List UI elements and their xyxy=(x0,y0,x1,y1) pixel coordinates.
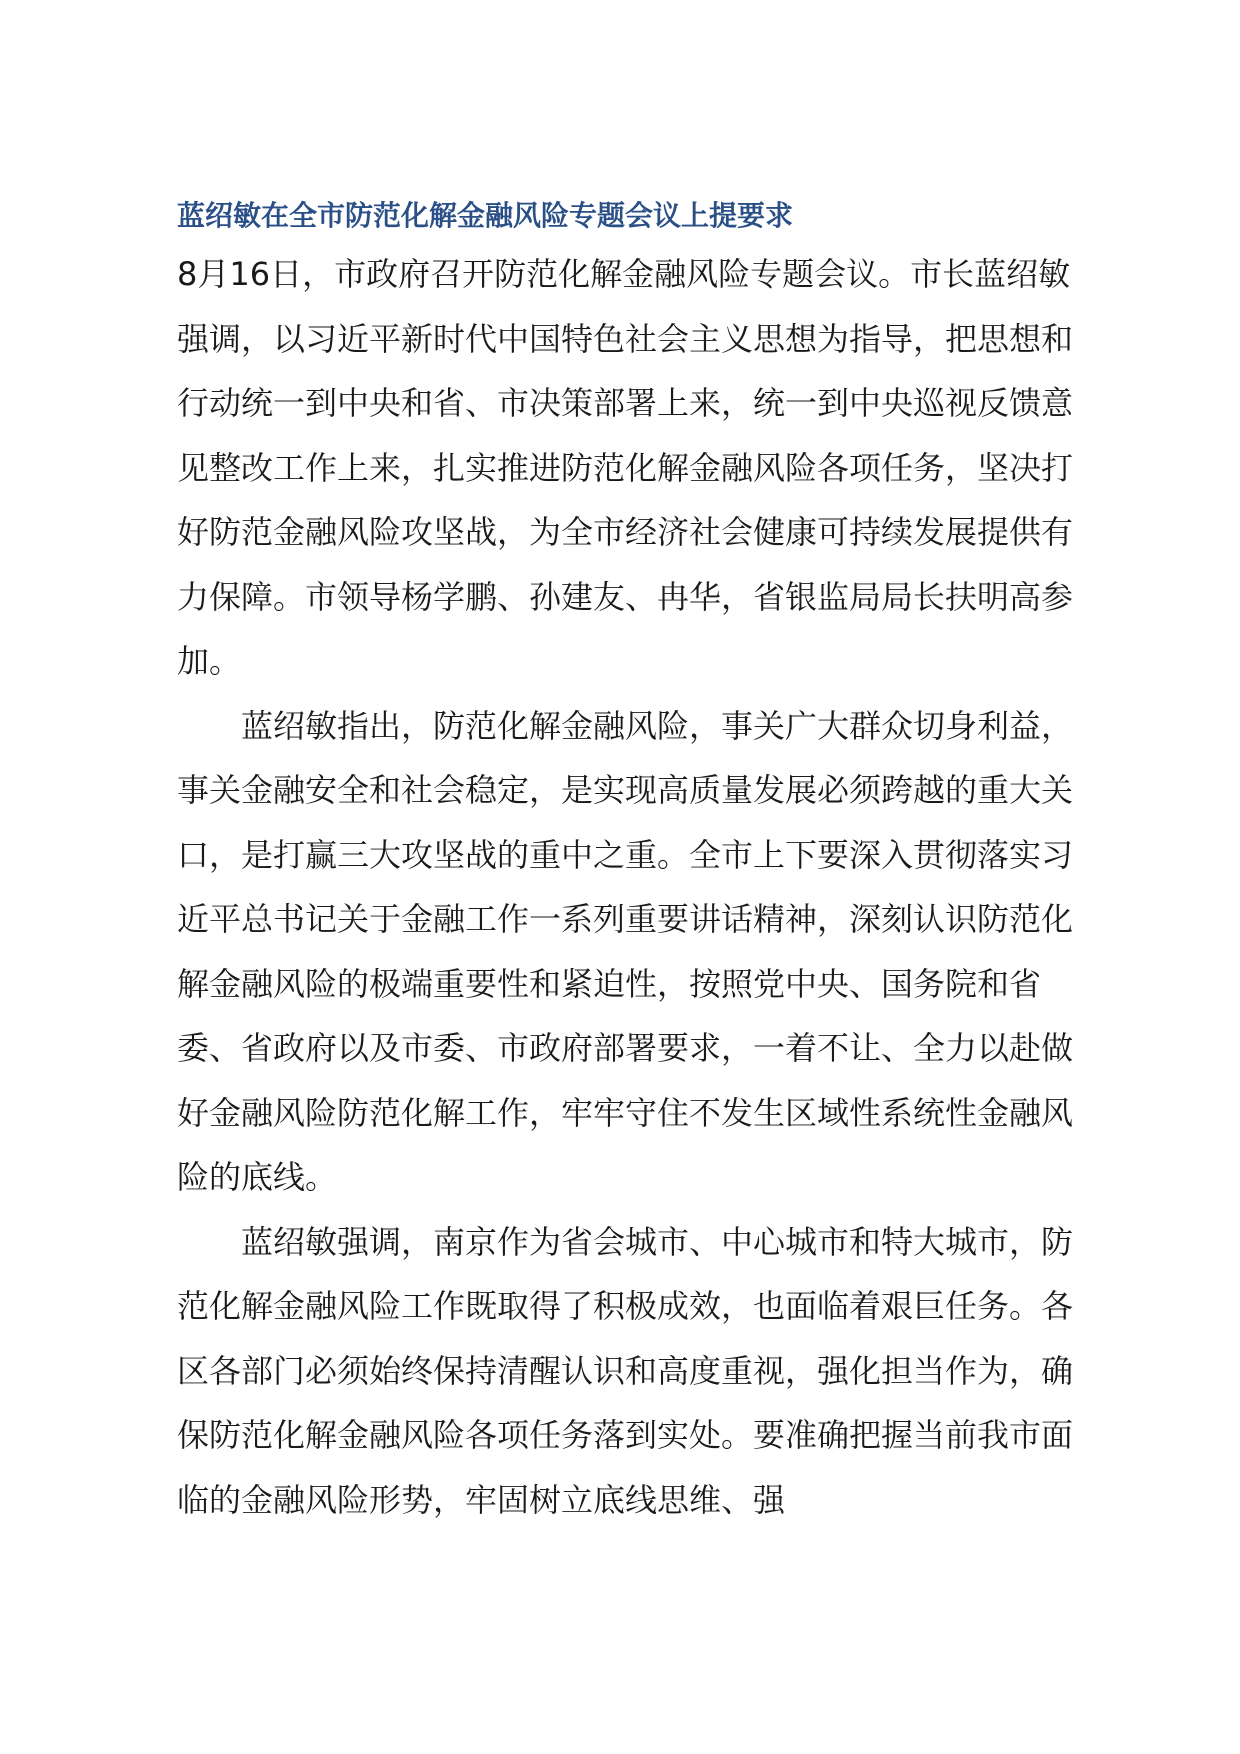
paragraph-2: 蓝绍敏指出，防范化解金融风险，事关广大群众切身利益，事关金融安全和社会稳定，是实现高质量发展必须跨越的重大关口，是打赢三大攻坚战的重中之重。全市上下要深入贯彻落实习近平总书记关于金融工作一系列重要讲话精神，深刻认识防范化解金融风险的极端重要性和紧迫性，按照党中央、国务院和省委、省政府以及市委、市政府部署要求，一着不让、全力以赴做好金融风险防范化解工作，牢牢守住不发生区域性系统性金融风险的底线。 xyxy=(177,706,1074,1196)
document-page xyxy=(177,196,1089,1532)
paragraph-3: 蓝绍敏强调，南京作为省会城市、中心城市和特大城市，防范化解金融风险工作既取得了积极成效，也面临着艰巨任务。各区各部门必须始终保持清醒认识和高度重视，强化担当作为，确保防范化解金融风险各项任务落到实处。要准确把握当前我市面临的金融风险形势，牢固树立底线思维、强 xyxy=(177,1222,1074,1519)
paragraph-1: 8月16日，市政府召开防范化解金融风险专题会议。市长蓝绍敏强调，以习近平新时代中国特色社会主义思想为指导，把思想和行动统一到中央和省、市决策部署上来，统一到中央巡视反馈意见整改工作上来，扎实推进防范化解金融风险各项任务，坚决打好防范金融风险攻坚战，为全市经济社会健康可持续发展提供有力保障。市领导杨学鹏、孙建友、冉华，省银监局局长扶明高参加。 xyxy=(177,255,1074,680)
article-title: 蓝绍敏在全市防范化解金融风险专题会议上提要求 xyxy=(177,199,794,232)
